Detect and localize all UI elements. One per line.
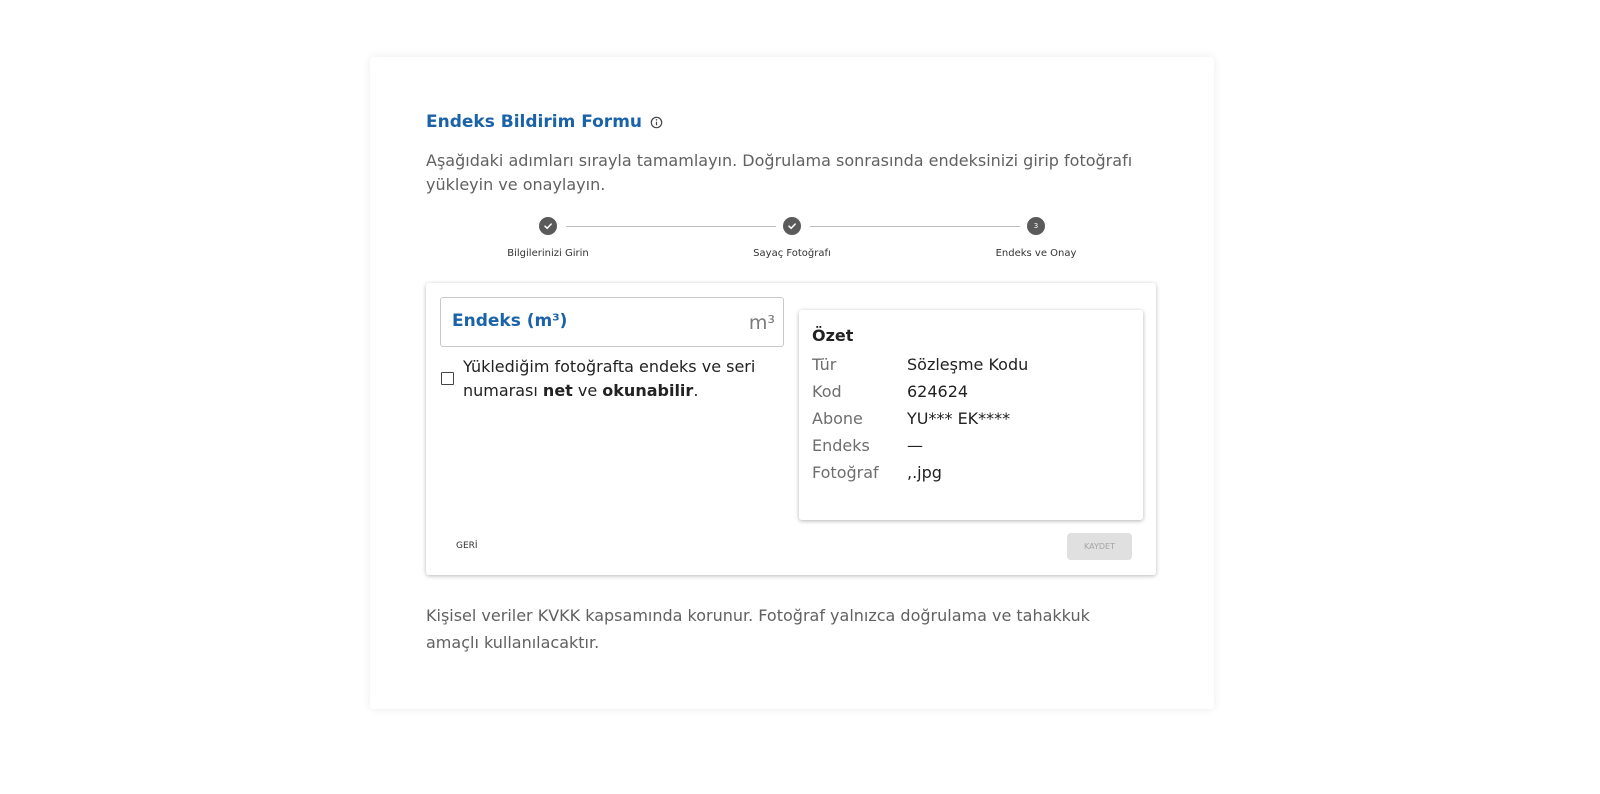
intro-text: Aşağıdaki adımları sırayla tamamlayın. Doğrulama sonrasında endeksinizi girip fotoğrafı yükleyin ve onaylayın. (426, 151, 1133, 194)
summary-value: ,.jpg (907, 463, 942, 482)
summary-key: Endeks (812, 436, 870, 455)
summary-row (812, 434, 1132, 458)
save-button[interactable]: KAYDET (1067, 533, 1132, 560)
summary-key: Kod (812, 382, 842, 401)
endeks-input[interactable] (440, 297, 784, 347)
info-icon[interactable] (650, 116, 663, 129)
step-label: Endeks ve Onay (995, 248, 1077, 259)
form-title: Endeks Bildirim Formu (426, 112, 643, 132)
confirm-bold-okunabilir: okunabilir (602, 381, 694, 400)
step-number: 3 (1027, 217, 1045, 235)
summary-value: YU*** EK**** (907, 409, 1011, 428)
summary-row (812, 461, 1132, 485)
confirm-text: ve (572, 381, 603, 400)
step-3 (914, 217, 1158, 259)
summary-row (812, 380, 1132, 404)
stepper (426, 217, 1158, 267)
summary-title: Özet (812, 326, 854, 345)
confirm-text: Yüklediğim fotoğrafta endeks ve seri numarası (463, 357, 756, 400)
confirm-checkbox[interactable] (441, 372, 454, 385)
summary-key: Abone (812, 409, 863, 428)
privacy-note: Kişisel veriler KVKK kapsamında korunur. Fotoğraf yalnızca doğrulama ve tahakkuk amaçlı kullanılacaktır. (426, 606, 1090, 652)
summary-key: Tür (812, 355, 837, 374)
title-row (426, 112, 663, 132)
check-icon (539, 217, 557, 235)
endeks-panel (426, 283, 1156, 575)
step-1 (426, 217, 670, 259)
confirm-text: . (693, 381, 699, 400)
confirm-bold-net: net (542, 381, 573, 400)
summary-value: — (907, 436, 923, 455)
step-2 (670, 217, 914, 259)
step-label: Sayaç Fotoğrafı (753, 248, 831, 259)
back-button[interactable]: GERİ (456, 541, 478, 551)
endeks-input-label: Endeks (m³) (452, 311, 568, 331)
summary-row (812, 407, 1132, 431)
summary-key: Fotoğraf (812, 463, 879, 482)
check-icon (783, 217, 801, 235)
confirm-checkbox-label[interactable] (463, 355, 783, 403)
summary-row (812, 353, 1132, 377)
form-card (370, 57, 1214, 709)
summary-value: 624624 (907, 382, 969, 401)
summary-card (799, 310, 1143, 520)
endeks-unit: m³ (748, 312, 775, 334)
summary-value: Sözleşme Kodu (907, 355, 1029, 374)
step-label: Bilgilerinizi Girin (507, 248, 589, 259)
